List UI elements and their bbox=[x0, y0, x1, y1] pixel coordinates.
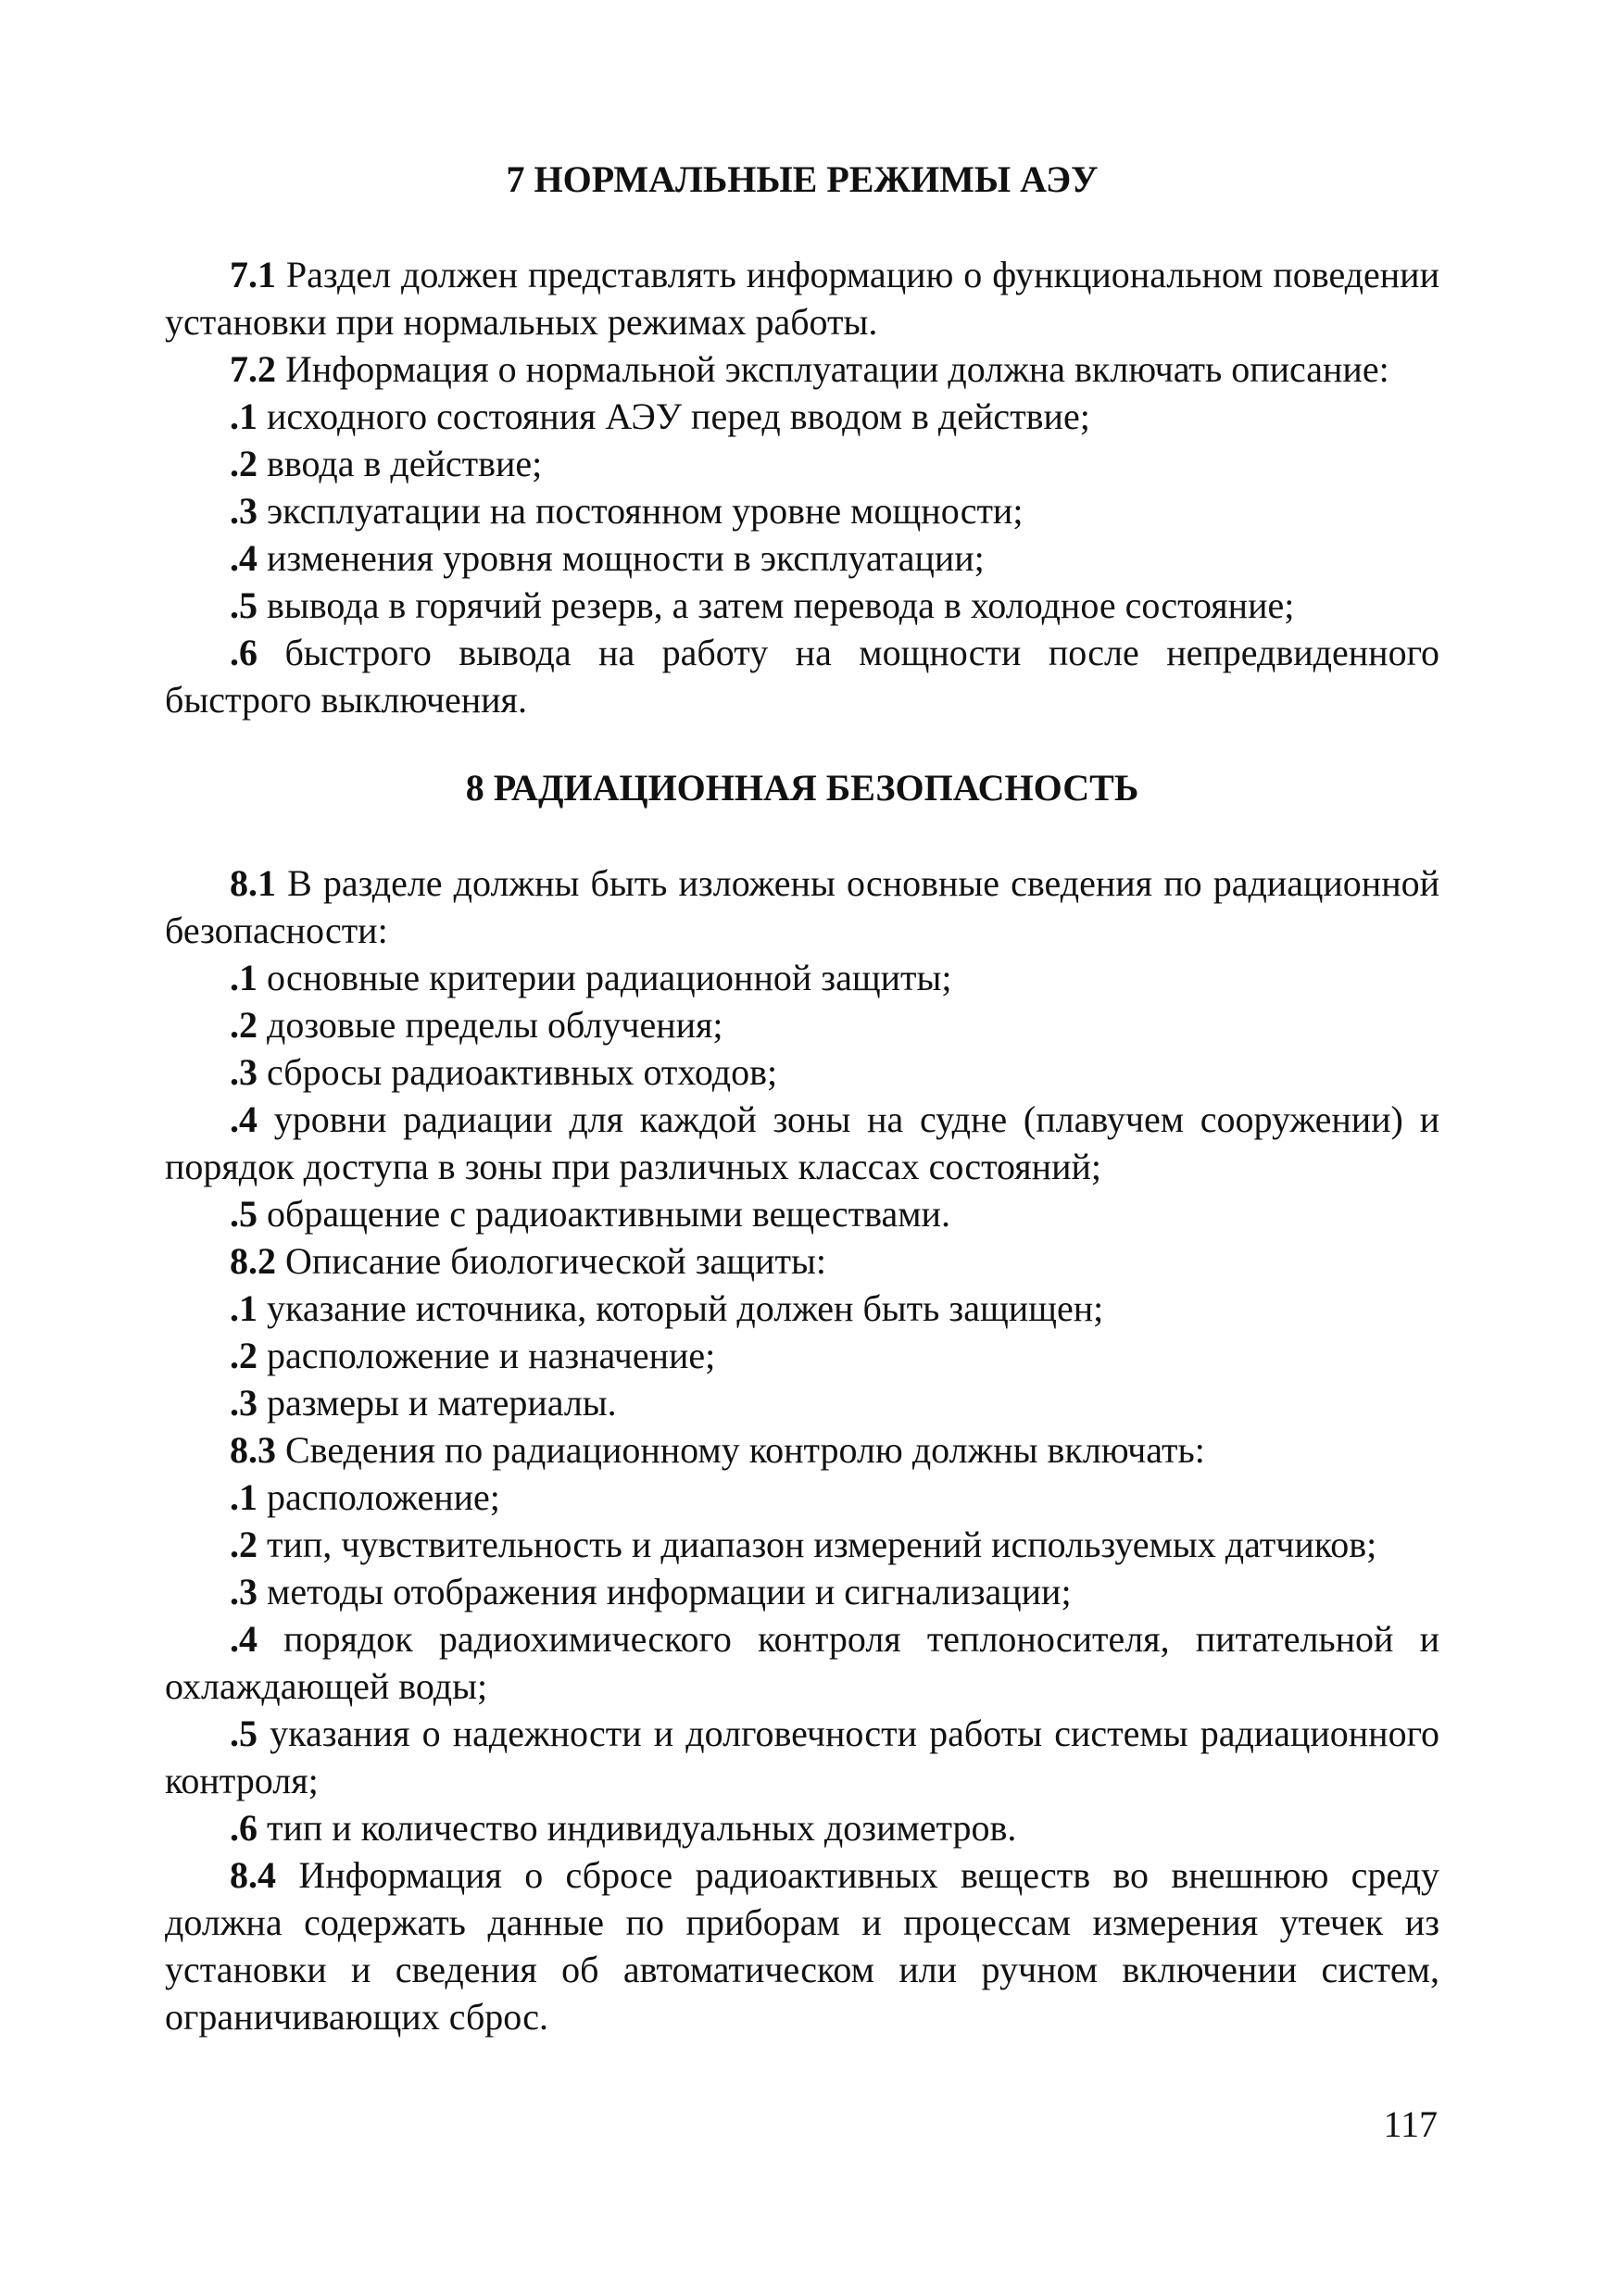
document-page bbox=[165, 139, 1439, 2040]
item-number: .2 bbox=[230, 1335, 258, 1376]
list-item-7-2-6 bbox=[165, 629, 1439, 723]
item-number: .6 bbox=[230, 1807, 258, 1849]
item-text: методы отображения информации и сигнализации; bbox=[258, 1571, 1072, 1612]
item-text: порядок радиохимического контроля теплоносителя, питательной и охлаждающей воды; bbox=[165, 1618, 1439, 1707]
paragraph-7-1 bbox=[165, 251, 1439, 345]
paragraph-text: Сведения по радиационному контролю должны включать: bbox=[276, 1429, 1205, 1471]
item-text: тип и количество индивидуальных дозиметров. bbox=[258, 1807, 1017, 1849]
item-number: .2 bbox=[230, 443, 258, 484]
list-item-8-3-6 bbox=[165, 1804, 1439, 1851]
item-number: .3 bbox=[230, 490, 258, 532]
item-text: тип, чувствительность и диапазон измерений используемых датчиков; bbox=[258, 1524, 1377, 1565]
item-number: .1 bbox=[230, 1476, 258, 1518]
item-text: указания о надежности и долговечности работы системы радиационного контроля; bbox=[165, 1713, 1439, 1801]
paragraph-text: Информация о нормальной эксплуатации должна включать описание: bbox=[276, 348, 1389, 390]
list-item-8-3-4 bbox=[165, 1615, 1439, 1710]
item-text: размеры и материалы. bbox=[258, 1382, 617, 1424]
paragraph-number: 8.1 bbox=[230, 862, 276, 904]
paragraph-text: Описание биологической защиты: bbox=[276, 1240, 826, 1282]
item-text: быстрого вывода на работу на мощности после непредвиденного быстрого выключения. bbox=[165, 632, 1439, 721]
paragraph-text: Информация о сбросе радиоактивных веществ во внешнюю среду должна содержать данные по приборам и процессам измерения утечек из установки и сведения об автоматическом или ручном включении систем, ограничивающих сброс. bbox=[165, 1854, 1439, 2038]
list-item-8-3-1 bbox=[165, 1474, 1439, 1521]
list-item-8-1-4 bbox=[165, 1096, 1439, 1190]
list-item-8-1-5 bbox=[165, 1190, 1439, 1237]
paragraph-8-3 bbox=[165, 1426, 1439, 1474]
list-item-7-2-5 bbox=[165, 582, 1439, 629]
item-text: указание источника, который должен быть защищен; bbox=[258, 1287, 1104, 1329]
item-text: исходного состояния АЭУ перед вводом в действие; bbox=[258, 395, 1090, 437]
list-item-7-2-3 bbox=[165, 487, 1439, 534]
item-text: расположение и назначение; bbox=[258, 1335, 716, 1376]
paragraph-number: 7.2 bbox=[230, 348, 276, 390]
paragraph-number: 8.2 bbox=[230, 1240, 276, 1282]
item-number: .5 bbox=[230, 584, 258, 626]
paragraph-7-2 bbox=[165, 345, 1439, 393]
item-number: .2 bbox=[230, 1524, 258, 1565]
list-item-7-2-4 bbox=[165, 534, 1439, 582]
paragraph-number: 8.3 bbox=[230, 1429, 276, 1471]
section-7-heading: 7 НОРМАЛЬНЫЕ РЕЖИМЫ АЭУ bbox=[506, 158, 1099, 200]
list-item-8-1-1 bbox=[165, 954, 1439, 1001]
item-number: .1 bbox=[230, 957, 258, 998]
item-number: .3 bbox=[230, 1382, 258, 1424]
item-text: ввода в действие; bbox=[258, 443, 543, 484]
item-number: .2 bbox=[230, 1004, 258, 1046]
item-text: основные критерии радиационной защиты; bbox=[258, 957, 952, 998]
list-item-8-1-2 bbox=[165, 1001, 1439, 1048]
item-number: .5 bbox=[230, 1193, 258, 1235]
paragraph-8-2 bbox=[165, 1237, 1439, 1285]
item-number: .6 bbox=[230, 632, 258, 673]
section-7-body bbox=[165, 251, 1439, 723]
list-item-7-2-1 bbox=[165, 393, 1439, 440]
list-item-8-2-3 bbox=[165, 1379, 1439, 1426]
item-text: вывода в горячий резерв, а затем перевода в холодное состояние; bbox=[258, 584, 1295, 626]
item-number: .3 bbox=[230, 1051, 258, 1093]
paragraph-8-4 bbox=[165, 1851, 1439, 2040]
paragraph-8-1 bbox=[165, 859, 1439, 954]
item-number: .4 bbox=[230, 1098, 258, 1140]
item-text: сбросы радиоактивных отходов; bbox=[258, 1051, 778, 1093]
list-item-8-3-5 bbox=[165, 1710, 1439, 1804]
item-text: уровни радиации для каждой зоны на судне (плавучем сооружении) и порядок доступа в зоны при различных классах состояний; bbox=[165, 1098, 1439, 1187]
paragraph-number: 7.1 bbox=[230, 254, 276, 295]
item-number: .5 bbox=[230, 1713, 258, 1754]
list-item-8-2-2 bbox=[165, 1332, 1439, 1379]
list-item-8-1-3 bbox=[165, 1048, 1439, 1096]
item-number: .1 bbox=[230, 1287, 258, 1329]
item-number: .3 bbox=[230, 1571, 258, 1612]
list-item-8-3-2 bbox=[165, 1521, 1439, 1568]
item-number: .4 bbox=[230, 1618, 258, 1660]
item-text: изменения уровня мощности в эксплуатации; bbox=[258, 537, 985, 579]
list-item-8-2-1 bbox=[165, 1285, 1439, 1332]
item-text: обращение с радиоактивными веществами. bbox=[258, 1193, 950, 1235]
item-text: дозовые пределы облучения; bbox=[258, 1004, 723, 1046]
paragraph-text: Раздел должен представлять информацию о функциональном поведении установки при нормальных режимах работы. bbox=[165, 254, 1439, 343]
paragraph-number: 8.4 bbox=[230, 1854, 276, 1896]
list-item-8-3-3 bbox=[165, 1568, 1439, 1615]
section-8-heading: 8 РАДИАЦИОННАЯ БЕЗОПАСНОСТЬ bbox=[465, 767, 1139, 809]
paragraph-text: В разделе должны быть изложены основные сведения по радиационной безопасности: bbox=[165, 862, 1439, 951]
item-text: расположение; bbox=[258, 1476, 500, 1518]
item-text: эксплуатации на постоянном уровне мощности; bbox=[258, 490, 1024, 532]
section-8-body bbox=[165, 859, 1439, 2040]
page-number: 117 bbox=[1383, 2103, 1438, 2145]
list-item-7-2-2 bbox=[165, 440, 1439, 487]
item-number: .1 bbox=[230, 395, 258, 437]
item-number: .4 bbox=[230, 537, 258, 579]
